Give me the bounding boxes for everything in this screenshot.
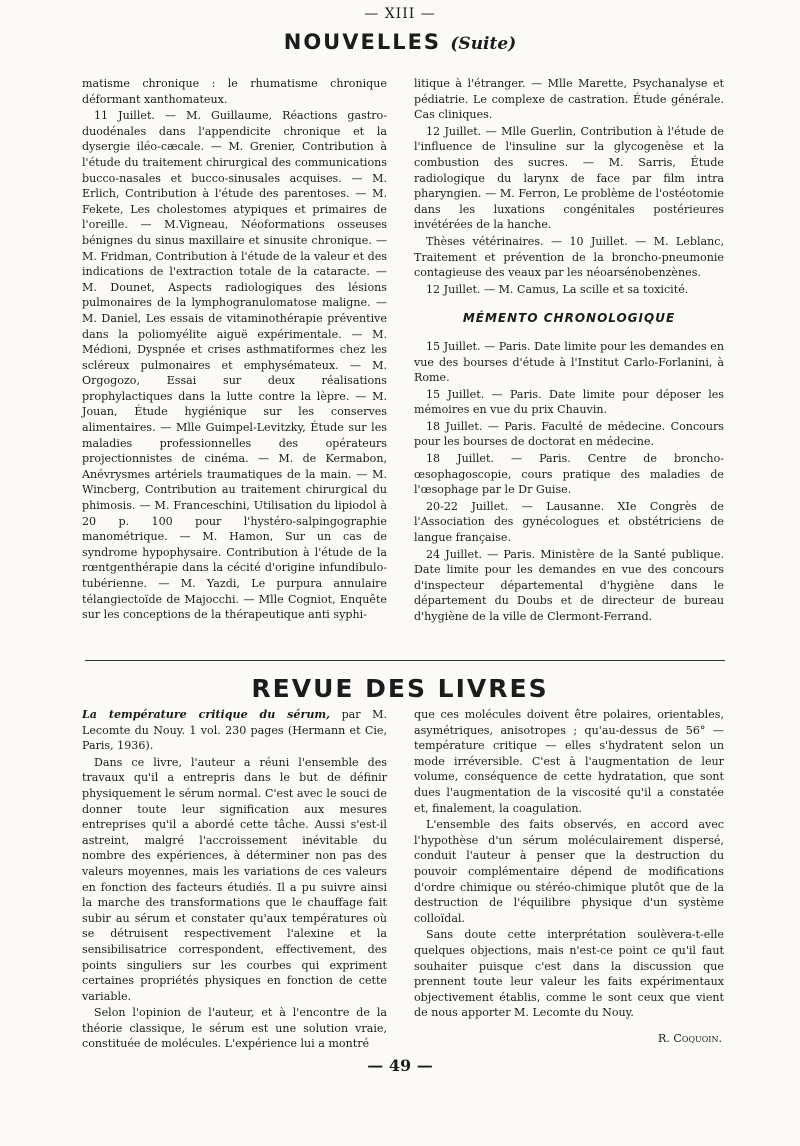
memento-item: 15 Juillet. — Paris. Date limite pour déposer les mémoires en vue du prix Chauvin. — [414, 387, 724, 417]
memento-item: 24 Juillet. — Paris. Ministère de la Santé publique. Date limite pour les demandes en vue des concours d'inspecteur départemental d'hygiène dans le département du Doubs et de directeur de bureau d'hygiène de la ville de Clermont-Ferrand. — [414, 547, 724, 623]
memento-item: 18 Juillet. — Paris. Centre de broncho-œsophagoscopie, cours pratique des maladies de l'œsophage par le Dr Guise. — [414, 452, 724, 497]
section-title-text: NOUVELLES — [283, 30, 442, 54]
book-title: La température critique du sérum, — [82, 708, 331, 721]
section-divider — [85, 660, 725, 661]
book-details: par M. Lecomte du Nouy. 1 vol. 230 pages (Hermann et Cie, Paris, 1936). — [82, 708, 388, 753]
review-paragraph: Selon l'opinion de l'auteur, et à l'encontre de la théorie classique, le sérum est une solution vraie, constituée de molécules. L'expérience lui a montré — [82, 1006, 387, 1051]
nouvelles-paragraph: 12 Juillet. — M. Camus, La scille et sa toxicité. — [426, 282, 689, 296]
page-number-roman: — XIII — — [364, 6, 436, 22]
review-paragraph: Sans doute cette interprétation soulèvera-t-elle quelques objections, mais n'est-ce point ce qu'il faut souhaiter puisque c'est dans la discussion que prennent toute leur valeur les faits expérimentaux objectivement établis, comme le sont ceux que vient de nous apporter M. Lecomte du Nouy. — [414, 928, 724, 1020]
section-title-suffix: (Suite) — [450, 34, 517, 54]
review-paragraph: que ces molécules doivent être polaires, orientables, asymétriques, anisotropes ; qu'au-dessus de 56° — température critique — elles s'hydratent selon un mode irréversible. C'est à l'augmentation de leur volume, conséquence de cette hydratation, que sont dues l'augmentation de la viscosité qu'il a constatée et, finalement, la coagulation. — [414, 708, 724, 815]
nouvelles-left-column — [82, 76, 387, 624]
page-number: — 49 — — [367, 1056, 433, 1075]
memento-item: 18 Juillet. — Paris. Faculté de médecine. Concours pour les bourses de doctorat en médecine. — [414, 419, 724, 449]
book-reference — [82, 707, 387, 754]
revue-des-livres-title: REVUE DES LIVRES — [251, 674, 549, 703]
section-title — [0, 30, 800, 54]
memento-title: MÉMENTO CHRONOLOGIQUE — [462, 311, 676, 326]
nouvelles-paragraph: litique à l'étranger. — Mlle Marette, Psychanalyse et pédiatrie. Le complexe de castration. Étude générale. Cas cliniques. — [414, 77, 724, 122]
memento-item: 15 Juillet. — Paris. Date limite pour les demandes en vue des bourses d'étude à l'Institut Carlo-Forlanini, à Rome. — [414, 339, 724, 385]
nouvelles-right-column — [414, 76, 724, 626]
review-signature: R. Coquoin. — [658, 1031, 722, 1045]
nouvelles-paragraph: 12 Juillet. — Mlle Guerlin, Contribution à l'étude de l'influence de l'insuline sur la glycogenèse et la combustion des sucres. — M. Sarris, Étude radiologique du larynx de face par film intra pharyngien. — M. Ferron, Le problème de l'ostéotomie dans les luxations congénitales postérieures invétérées de la hanche. — [414, 124, 724, 232]
review-paragraph: L'ensemble des faits observés, en accord avec l'hypothèse d'un sérum moléculairement dispersé, conduit l'auteur à penser que la destruction du pouvoir complémentaire dépend de modifications d'ordre chimique ou stéréo-chimique plutôt que de la destruction de l'équilibre physique d'un système colloïdal. — [414, 818, 724, 925]
theses-veterinaires-paragraph: Thèses vétérinaires. — 10 Juillet. — M. Leblanc, Traitement et prévention de la broncho-pneumonie contagieuse des veaux par les néoarsénobenzènes. — [414, 234, 724, 280]
nouvelles-paragraph: 11 Juillet. — M. Guillaume, Réactions gastro-duodénales dans l'appendicite chronique et la dysergie iléo-cæcale. — M. Grenier, Contribution à l'étude du traitement chirurgical des communications bucco-nasales et bucco-sinusales acquises. — M. Erlich, Contribution à l'étude des parentoses. — M. Fekete, Les cholestomes atypiques et primaires de l'oreille. — M.Vigneau, Néoformations osseuses bénignes du sinus maxillaire et sinusite chronique. — M. Fridman, Contribution à l'étude de la valeur et des indications de l'extraction totale de la cataracte. — M. Dounet, Aspects radiologiques des lésions pulmonaires de la lymphogranulomatose maligne. — M. Daniel, Les essais de vitaminothérapie préventive dans la poliomyélite aiguë expérimentale. — M. Médioni, Dyspnée et crises asthmatiformes chez les scléreux pulmonaires et emphysémateux. — M. Orgogozo, Essai sur deux réalisations prophylactiques dans la lutte contre la lèpre. — M. Jouan, Étude hygiénique sur les conserves alimentaires. — Mlle Guimpel-Levitzky, Étude sur les maladies professionnelles des opérateurs projectionnistes de cinéma. — M. de Kermabon, Anévrysmes artériels traumatiques de la main. — M. Wincberg, Contribution au traitement chirurgical du phimosis. — M. Franceschini, Utilisation du lipiodol à 20 p. 100 pour l'hystéro-salpingographie manométrique. — M. Hamon, Sur un cas de syndrome hypophysaire. Contribution à l'étude de la rœntgenthérapie dans la cécité d'origine infundibulo-tubérienne. — M. Yazdi, Le purpura annulaire télangiectoïde de Majocchi. — Mlle Cogniot, Enquête sur les conceptions de la thérapeutique anti syphi- — [82, 109, 387, 622]
memento-item: 20-22 Juillet. — Lausanne. XIe Congrès de l'Association des gynécologues et obstétriciens de langue française. — [414, 499, 724, 545]
nouvelles-paragraph: matisme chronique : le rhumatisme chronique déformant xanthomateux. — [82, 77, 387, 106]
review-paragraph: Dans ce livre, l'auteur a réuni l'ensemble des travaux qu'il a entrepris dans le but de définir physiquement le sérum normal. C'est avec le souci de donner toute leur signification aux mesures entreprises qu'il a abordé cette tâche. Aussi s'est-il astreint, malgré l'accroissement inévitable du nombre des expériences, à déterminer non pas des valeurs moyennes, mais les variations de ces valeurs en fonction des facteurs étudiés. Il a pu suivre ainsi la marche des transformations que le chauffage fait subir au sérum et constater qu'aux températures où se détruisent respectivement l'alexine et la sensibilisatrice correspondent, effectivement, des points singuliers sur les courbes qui expriment certaines propriétés physiques en fonction de cette variable. — [82, 755, 387, 1003]
revue-left-column — [82, 707, 387, 1053]
revue-right-column — [414, 707, 724, 1046]
